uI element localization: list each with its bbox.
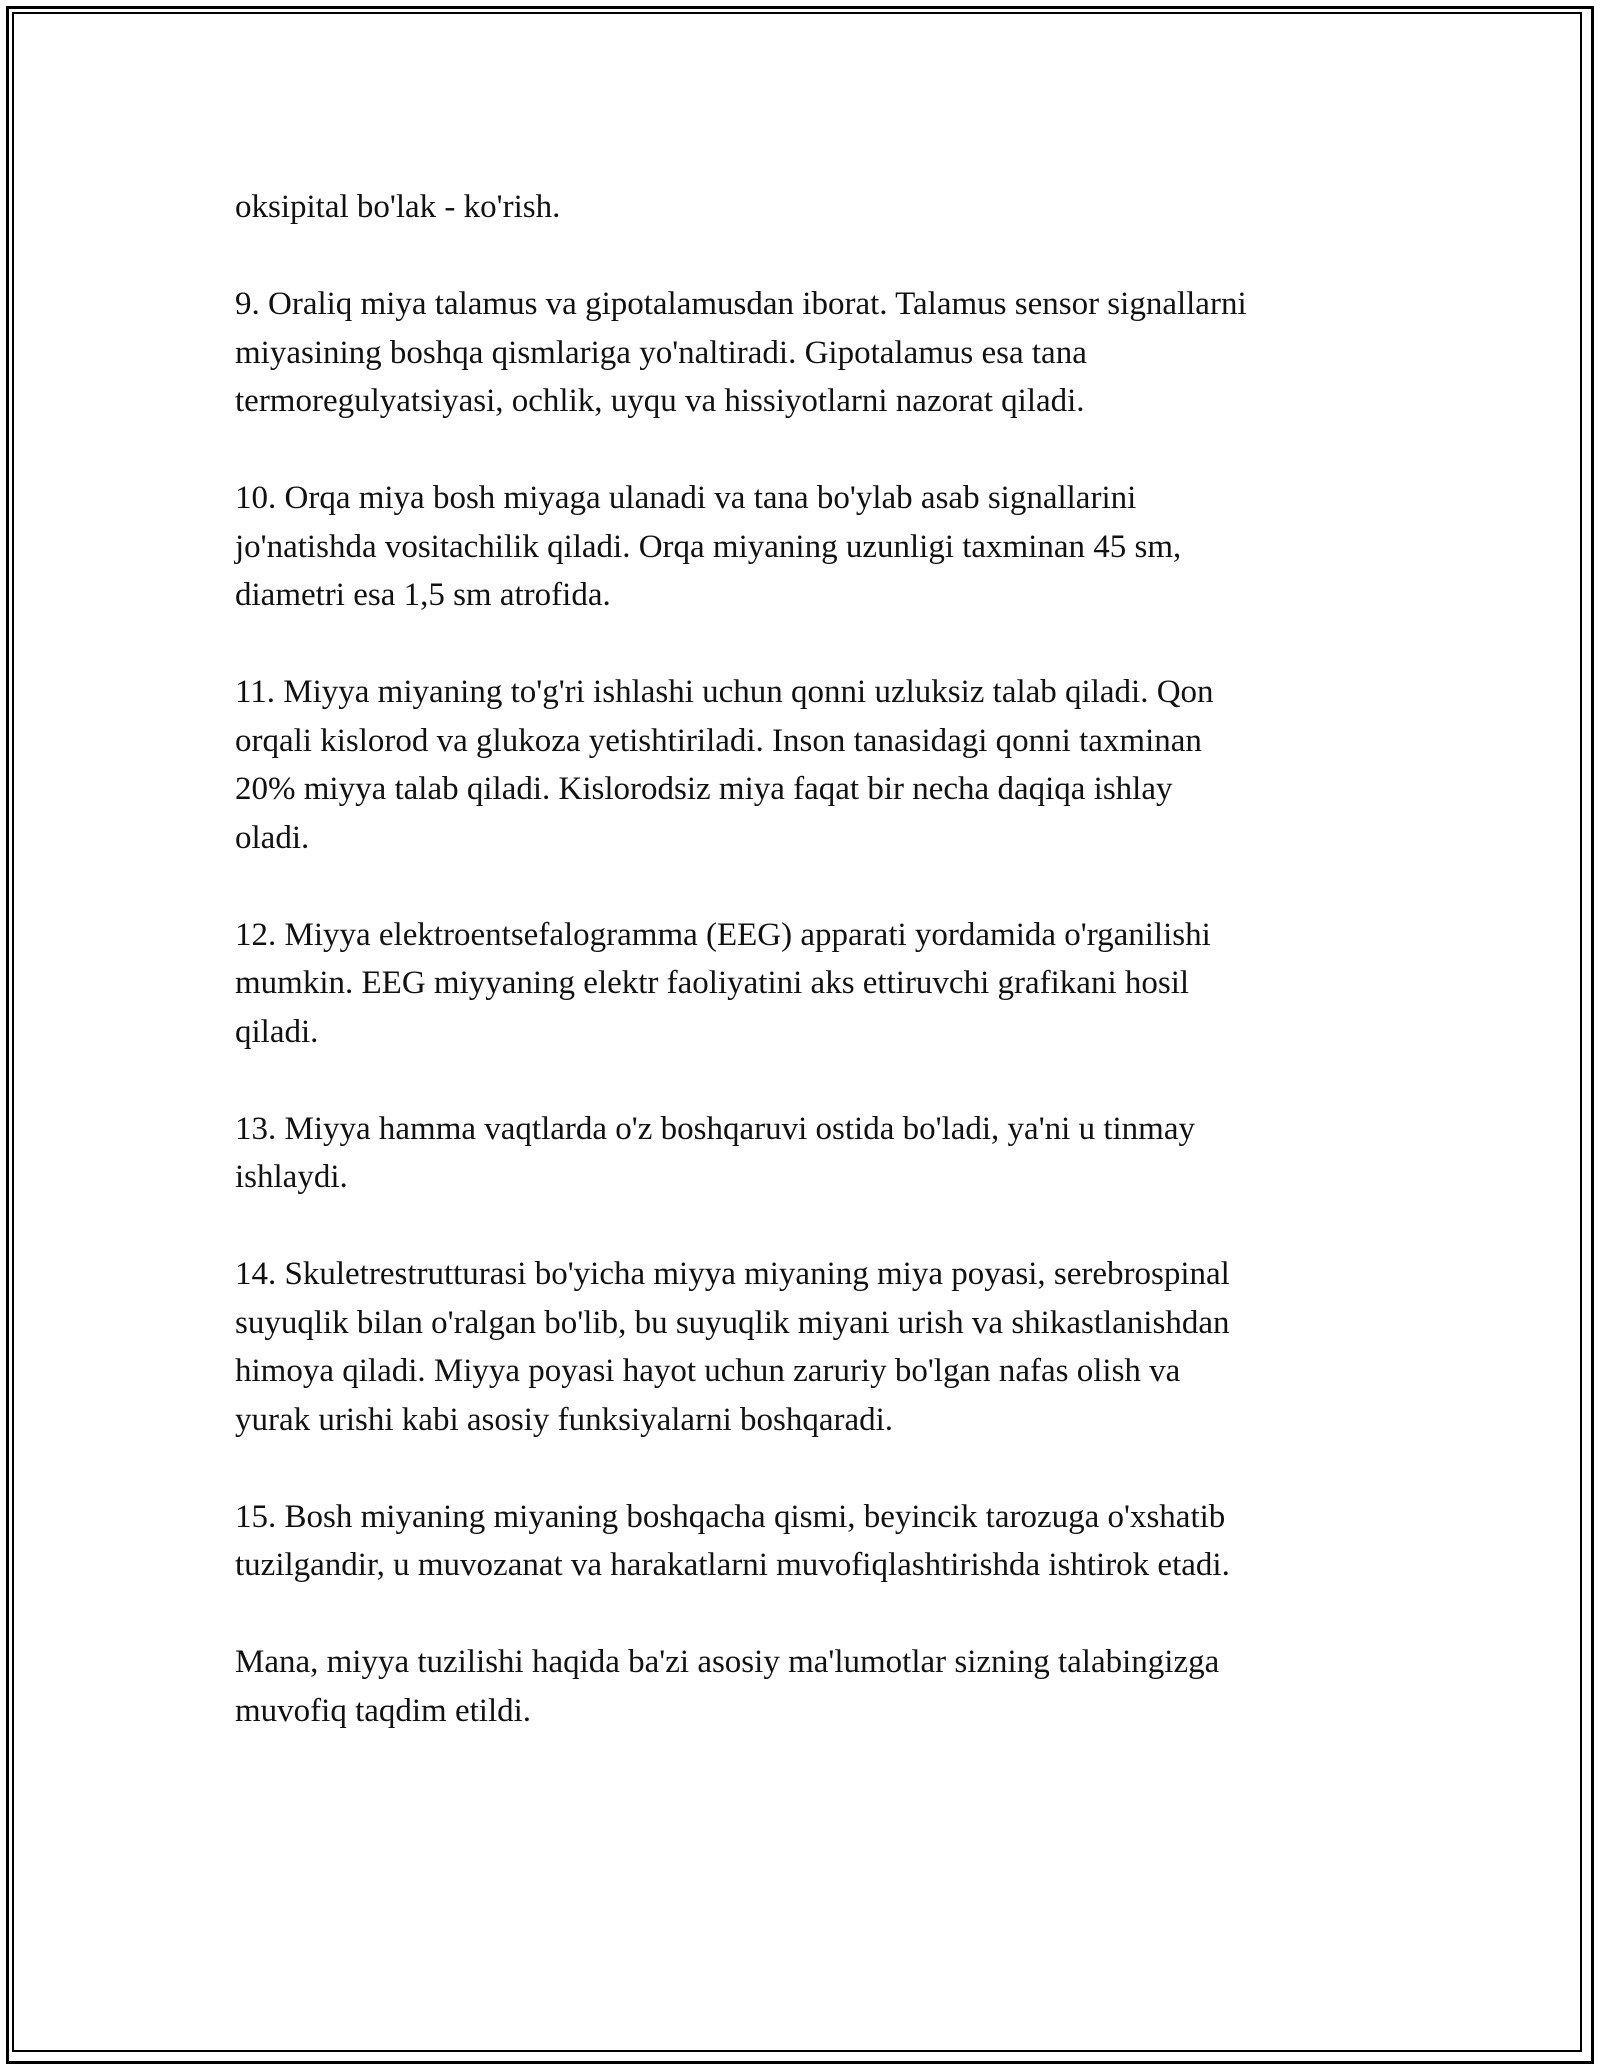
paragraph-item-11: 11. Miyya miyaning to'g'ri ishlashi uchun qonni uzluksiz talab qiladi. Qon orqali kislorod va glukoza yetishtiriladi. Inson tanasidagi qonni taxminan 20% miyya talab qiladi. Kislorodsiz miya faqat bir necha daqiqa ishlay oladi. [235, 674, 1214, 856]
paragraph-item-12: 12. Miyya elektroentsefalogramma (EEG) apparati yordamida o'rganilishi mumkin. EEG miyyaning elektr faoliyatini aks ettiruvchi grafikani hosil qiladi. [235, 916, 1211, 1050]
paragraph-item-15: 15. Bosh miyaning miyaning boshqacha qismi, beyincik tarozuga o'xshatib tuzilgandir, u muvozanat va harakatlarni muvofiqlashtirishda ishtirok etadi. [235, 1498, 1230, 1583]
paragraph-conclusion: Mana, miyya tuzilishi haqida ba'zi asosiy ma'lumotlar sizning talabingizga muvofiq taqdim etildi. [235, 1644, 1220, 1729]
paragraph-item-14: 14. Skuletrestrutturasi bo'yicha miyya miyaning miya poyasi, serebrospinal suyuqlik bilan o'ralgan bo'lib, bu suyuqlik miyani urish va shikastlanishdan himoya qiladi. Miyya poyasi hayot uchun zaruriy bo'lgan nafas olish va yurak urishi kabi asosiy funksiyalarni boshqaradi. [235, 1256, 1230, 1438]
paragraph-item-9: 9. Oraliq miya talamus va gipotalamusdan iborat. Talamus sensor signallarni miyasining boshqa qismlariga yo'naltiradi. Gipotalamus esa tana termoregulyatsiyasi, ochlik, uyqu va hissiyotlarni nazorat qiladi. [235, 286, 1247, 419]
paragraph-continuation: oksipital bo'lak - ko'rish. [235, 189, 561, 225]
paragraph-item-10: 10. Orqa miya bosh miyaga ulanadi va tana bo'ylab asab signallarini jo'natishda vositachilik qiladi. Orqa miyaning uzunligi taxminan 45 sm, diametri esa 1,5 sm atrofida. [235, 480, 1182, 613]
paragraph-item-13: 13. Miyya hamma vaqtlarda o'z boshqaruvi ostida bo'ladi, ya'ni u tinmay ishlaydi. [235, 1110, 1195, 1195]
document-body [235, 183, 1375, 1784]
